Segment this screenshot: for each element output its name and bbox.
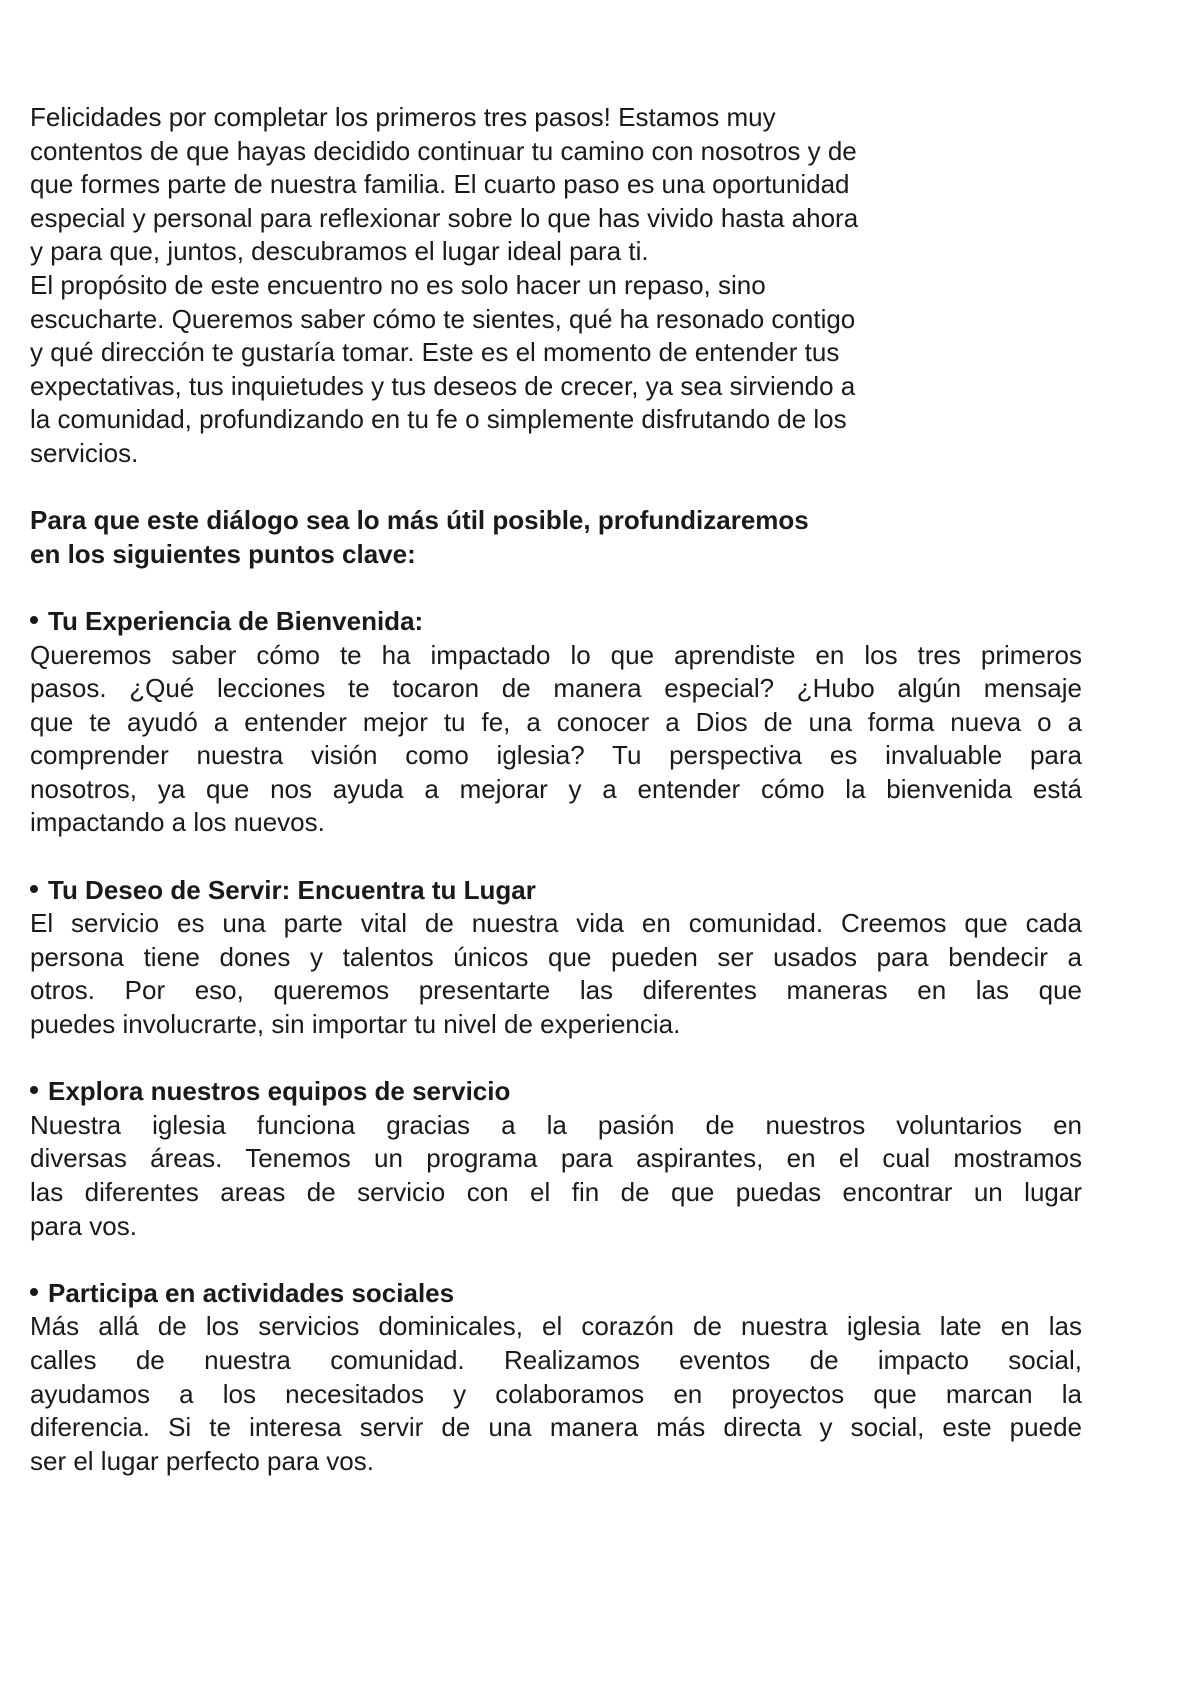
section-heading <box>30 874 1082 908</box>
intro-line: que formes parte de nuestra familia. El cuarto paso es una oportunidad <box>30 169 850 200</box>
bullet-icon <box>30 1086 38 1094</box>
section-heading-text: Participa en actividades sociales <box>48 1277 455 1308</box>
section <box>30 1277 1082 1479</box>
intro-line: la comunidad, profundizando en tu fe o simplemente disfrutando de los <box>30 404 847 435</box>
section <box>30 874 1082 1042</box>
spacer <box>30 840 1082 874</box>
bullet-icon <box>30 885 38 893</box>
section-line: las diferentes areas de servicio con el fin de que puedas encontrar un lugar <box>30 1177 1082 1207</box>
section-line: calles de nuestra comunidad. Realizamos eventos de impacto social, <box>30 1344 1082 1375</box>
sections <box>30 571 1082 1478</box>
section-line: ser el lugar perfecto para vos. <box>30 1445 374 1476</box>
section-line: persona tiene dones y talentos únicos que pueden ser usados para bendecir a <box>30 941 1082 972</box>
document-body <box>30 101 1082 1478</box>
section-line: que te ayudó a entender mejor tu fe, a conocer a Dios de una forma nueva o a <box>30 706 1082 737</box>
section-body <box>30 907 1082 1041</box>
intro-line: escucharte. Queremos saber cómo te sientes, qué ha resonado contigo <box>30 303 856 334</box>
section-heading-text: Tu Deseo de Servir: Encuentra tu Lugar <box>48 874 536 905</box>
section-line: El servicio es una parte vital de nuestra vida en comunidad. Creemos que cada <box>30 908 1082 939</box>
intro-line: especial y personal para reflexionar sobre lo que has vivido hasta ahora <box>30 202 859 233</box>
lead-line: Para que este diálogo sea lo más útil posible, profundizaremos <box>30 505 809 536</box>
spacer <box>30 1042 1082 1076</box>
section-line: puedes involucrarte, sin importar tu nivel de experiencia. <box>30 1009 681 1040</box>
section-line: Queremos saber cómo te ha impactado lo que aprendiste en los tres primeros <box>30 639 1082 670</box>
section-heading <box>30 605 1082 639</box>
spacer <box>30 571 1082 605</box>
section <box>30 1075 1082 1243</box>
intro-line: El propósito de este encuentro no es solo hacer un repaso, sino <box>30 269 766 300</box>
section-body <box>30 639 1082 841</box>
intro-line: contentos de que hayas decidido continuar tu camino con nosotros y de <box>30 135 857 166</box>
section-line: diferencia. Si te interesa servir de una manera más directa y social, este puede <box>30 1412 1082 1443</box>
spacer <box>30 1243 1082 1277</box>
intro-line: y qué dirección te gustaría tomar. Este es el momento de entender tus <box>30 337 840 368</box>
bullet-icon <box>30 1288 38 1296</box>
section-line: ayudamos a los necesitados y colaboramos en proyectos que marcan la <box>30 1378 1082 1409</box>
intro-line: y para que, juntos, descubramos el lugar ideal para ti. <box>30 236 649 267</box>
lead-paragraph <box>30 504 1082 571</box>
intro-line: expectativas, tus inquietudes y tus deseos de crecer, ya sea sirviendo a <box>30 370 856 401</box>
section-line: impactando a los nuevos. <box>30 807 325 838</box>
section-line: diversas áreas. Tenemos un programa para aspirantes, en el cual mostramos <box>30 1143 1082 1174</box>
section-heading <box>30 1277 1082 1311</box>
section-line: Más allá de los servicios dominicales, el corazón de nuestra iglesia late en las <box>30 1311 1082 1342</box>
section-body <box>30 1310 1082 1478</box>
spacer <box>30 471 1082 505</box>
section-heading-text: Explora nuestros equipos de servicio <box>48 1076 511 1107</box>
bullet-icon <box>30 616 38 624</box>
section-line: pasos. ¿Qué lecciones te tocaron de manera especial? ¿Hubo algún mensaje <box>30 673 1082 704</box>
section-line: nosotros, ya que nos ayuda a mejorar y a entender cómo la bienvenida está <box>30 773 1082 804</box>
section <box>30 605 1082 840</box>
section-line: otros. Por eso, queremos presentarte las diferentes maneras en las que <box>30 975 1082 1006</box>
intro-line: servicios. <box>30 437 139 468</box>
section-heading-text: Tu Experiencia de Bienvenida: <box>48 605 424 636</box>
section-heading <box>30 1075 1082 1109</box>
section-body <box>30 1109 1082 1243</box>
intro-paragraph <box>30 101 1082 471</box>
intro-line: Felicidades por completar los primeros tres pasos! Estamos muy <box>30 102 776 132</box>
lead-line: en los siguientes puntos clave: <box>30 538 416 569</box>
section-line: comprender nuestra visión como iglesia? Tu perspectiva es invaluable para <box>30 740 1082 771</box>
section-line: para vos. <box>30 1210 137 1241</box>
section-line: Nuestra iglesia funciona gracias a la pasión de nuestros voluntarios en <box>30 1109 1082 1140</box>
